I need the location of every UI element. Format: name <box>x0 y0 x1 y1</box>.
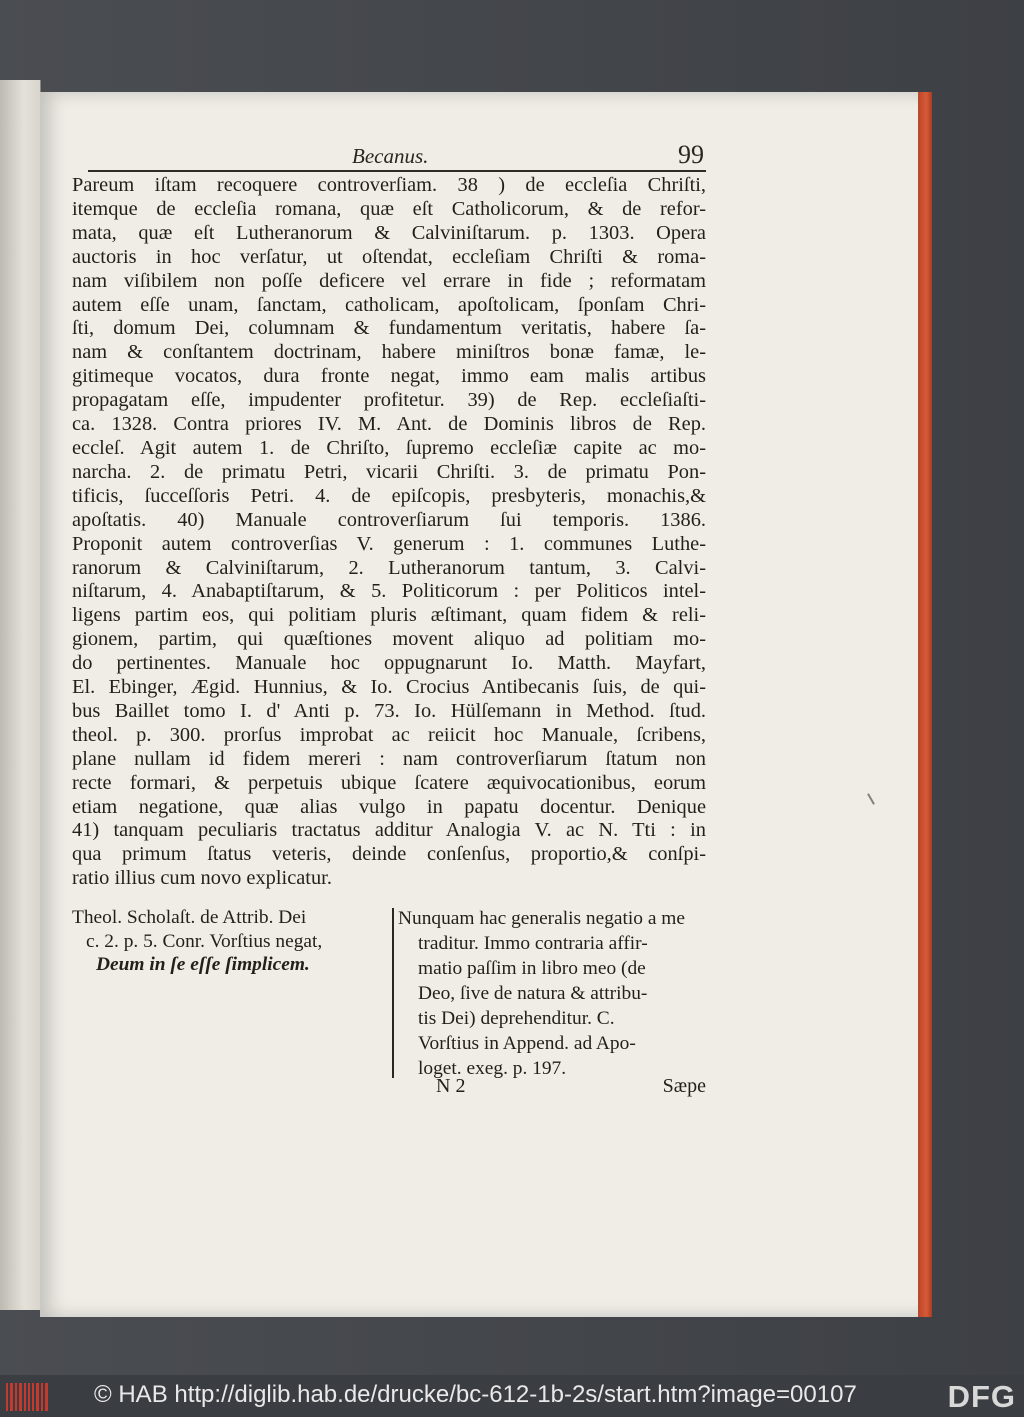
viewer-footer <box>0 1375 1024 1417</box>
text-line: ca. 1328. Contra priores IV. M. Ant. de Dominis libros de Rep. <box>72 413 706 436</box>
text-line: bus Baillet tomo I. d' Anti p. 73. Io. Hülſemann in Method. ſtud. <box>72 699 706 722</box>
text-line: nam viſibilem non poſſe deficere vel errare in fide ; reformatam <box>72 269 706 292</box>
text-line: theol. p. 300. prorſus improbat ac reiicit hoc Manuale, ſcribens, <box>72 723 706 746</box>
text-line: narcha. 2. de primatu Petri, vicarii Chriſti. 3. de primatu Pon- <box>72 460 706 483</box>
footnote-right-line: loget. exeg. p. 197. <box>418 1058 567 1079</box>
signature-mark: N 2 <box>436 1075 466 1097</box>
text-line: apoſtatis. 40) Manuale controverſiarum ſui temporis. 1386. <box>72 508 706 531</box>
footnote-left <box>72 906 387 977</box>
copyright-url[interactable]: © HAB http://diglib.hab.de/drucke/bc-612-1b-2s/start.htm?image=00107 <box>94 1381 857 1408</box>
page-header <box>88 140 706 170</box>
footnote-divider <box>392 908 394 1078</box>
catchline <box>430 1075 706 1105</box>
text-line: propagatam eſſe, impudenter profitetur. 39) de Rep. eccleſiaſti- <box>72 389 706 412</box>
red-page-edge <box>918 92 932 1317</box>
text-line: gitimeque vocatos, dura fronte negat, immo eam malis artibus <box>72 365 706 388</box>
text-line: tificis, ſucceſſoris Petri. 4. de epiſcopis, presbyteris, monachis,& <box>72 484 706 507</box>
text-line: gionem, partim, qui quæſtiones movent aliquo ad politiam mo- <box>72 628 706 651</box>
header-rule <box>88 170 706 172</box>
footnote-right-line: Nunquam hac generalis negatio a me <box>398 908 685 929</box>
text-line: autem eſſe unam, ſanctam, catholicam, apoſtolicam, ſponſam Chri- <box>72 293 706 316</box>
text-line: eccleſ. Agit autem 1. de Chriſto, ſupremo eccleſiæ capite ac mo- <box>72 436 706 459</box>
footnote-right <box>398 906 704 1081</box>
text-line: auctoris in hoc verſatur, ut oſtendat, eccleſiam Chriſti & roma- <box>72 245 706 268</box>
footnote-right-line: traditur. Immo contraria affir- <box>418 933 648 954</box>
footnote-right-line: Deo, ſive de natura & attribu- <box>418 983 648 1004</box>
text-line: ranorum & Calviniſtarum, 2. Lutheranorum tantum, 3. Calvi- <box>72 556 706 579</box>
text-line: 41) tanquam peculiaris tractatus additur Analogia V. ac N. Tti : in <box>72 819 706 842</box>
footnote-right-line: matio paſſim in libro meo (de <box>418 958 646 979</box>
text-line: Proponit autem controverſias V. generum : 1. communes Luthe- <box>72 532 706 555</box>
text-line: Pareum iſtam recoquere controverſiam. 38 ) de eccleſia Chriſti, <box>72 174 706 196</box>
dfg-logo: DFG <box>947 1379 1016 1414</box>
running-head: Becanus. <box>352 144 429 168</box>
footnote-right-line: Vorſtius in Append. ad Apo- <box>418 1033 636 1054</box>
text-line: mata, quæ eſt Lutheranorum & Calviniſtarum. p. 1303. Opera <box>72 221 706 244</box>
text-line: ligens partim eos, qui politiam pluris æſtimant, quam fidem & reli- <box>72 604 706 627</box>
footnote-left-line: Theol. Scholaſt. de Attrib. Dei <box>72 907 307 928</box>
footnote-left-line: c. 2. p. 5. Conr. Vorſtius negat, <box>86 930 323 952</box>
text-line: El. Ebinger, Ægid. Hunnius, & Io. Crocius Antibecanis ſuis, de qui- <box>72 676 706 699</box>
footnote-left-line: Deum in ſe eſſe ſimplicem. <box>96 954 310 975</box>
text-line: niſtarum, 4. Anabaptiſtarum, & 5. Politicorum : per Politicos intel- <box>72 580 706 603</box>
main-text <box>72 174 706 891</box>
text-line: ſti, domum Dei, columnam & fundamentum veritatis, habere ſa- <box>72 317 706 340</box>
text-line: ratio illius cum novo explicatur. <box>72 867 332 890</box>
text-line: nam & conſtantem doctrinam, habere miniſtros bonæ famæ, le- <box>72 341 706 364</box>
text-line: itemque de eccleſia romana, quæ eſt Catholicorum, & de refor- <box>72 197 706 220</box>
catchword: Sæpe <box>662 1075 706 1097</box>
previous-page-edge <box>0 80 41 1310</box>
text-line: do pertinentes. Manuale hoc oppugnarunt Io. Matth. Mayfart, <box>72 652 706 675</box>
footnote-right-line: tis Dei) deprehenditur. C. <box>418 1008 615 1029</box>
text-line: plane nullam id fidem mereri : nam controverſiarum ſtatum non <box>72 747 706 770</box>
text-line: recte formari, & perpetuis ubique ſcatere æquivocationibus, eorum <box>72 771 706 794</box>
library-barcode-icon <box>6 1383 48 1411</box>
page-number: 99 <box>678 140 704 169</box>
text-line: etiam negatione, quæ alias vulgo in papatu docentur. Denique <box>72 795 706 818</box>
text-line: qua primum ſtatus veteris, deinde conſenſus, proportio,& conſpi- <box>72 843 706 866</box>
